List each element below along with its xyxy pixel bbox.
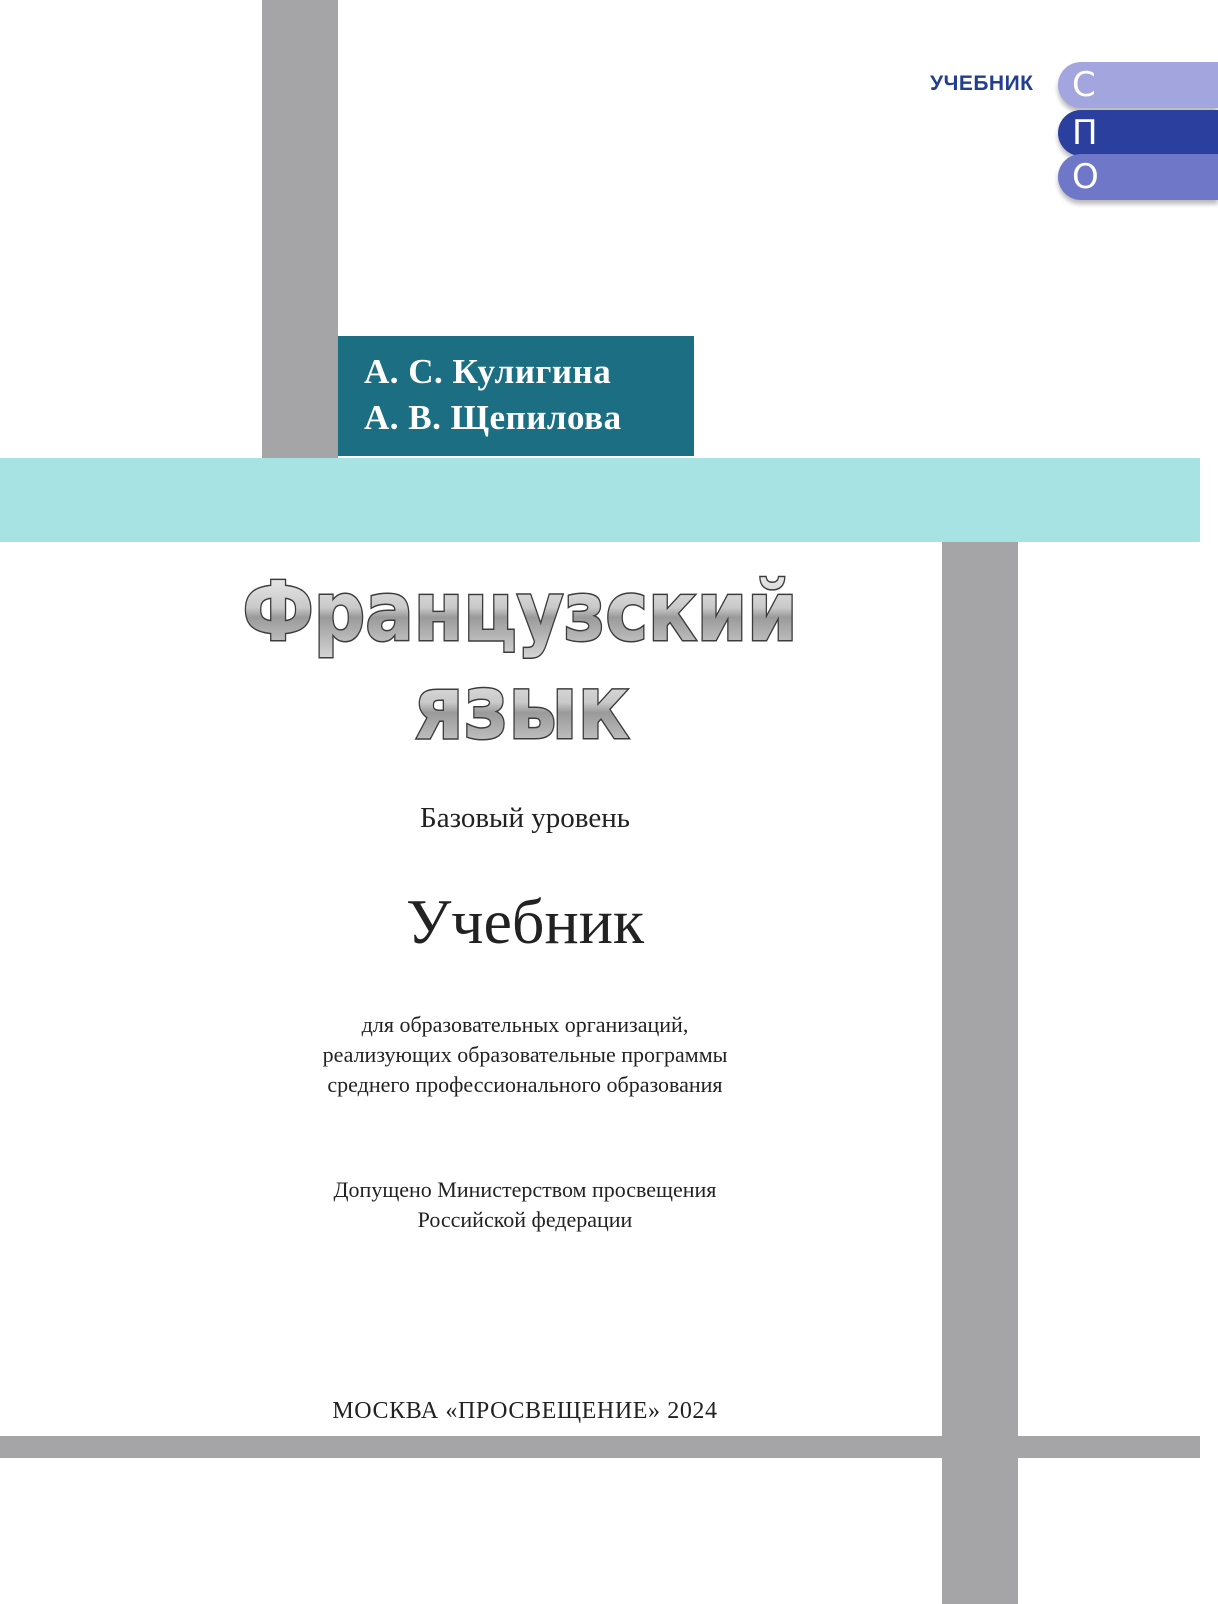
book-title [230,540,810,760]
series-badge-letter-s: С [1072,65,1096,105]
gray-bar-left-vertical [262,0,338,458]
purpose-line-3: среднего профессионального образования [327,1072,723,1097]
book-title-line-2: язык [414,656,630,759]
approval-line-2: Российской федерации [417,1207,633,1232]
series-badge-letter-p: П [1072,113,1098,153]
purpose-line-1: для образовательных организаций, [361,1012,689,1037]
book-type-heading: Учебник [405,886,645,957]
author-1: А. С. Кулигина [364,352,612,391]
gray-bar-horizontal [0,1436,1200,1458]
teal-band [0,458,1200,542]
purpose-line-2: реализующих образовательные программы [322,1042,728,1067]
series-badge-tab-p [1058,110,1218,156]
series-badge-tab-s [1058,62,1218,108]
author-2: А. В. Щепилова [364,398,622,437]
series-badge-tab-o [1058,154,1218,200]
approval-text [200,1175,850,1235]
approval-line-1: Допущено Министерством просвещения [333,1177,717,1202]
level-label: Базовый уровень [420,802,630,834]
publisher-line: МОСКВА «ПРОСВЕЩЕНИЕ» 2024 [332,1398,718,1424]
book-title-line-1: Французский [242,565,798,660]
series-badge-label: УЧЕБНИК [930,72,1034,95]
series-badge-letter-o: О [1072,157,1099,197]
purpose-text [200,1010,850,1100]
authors-box [338,336,694,456]
